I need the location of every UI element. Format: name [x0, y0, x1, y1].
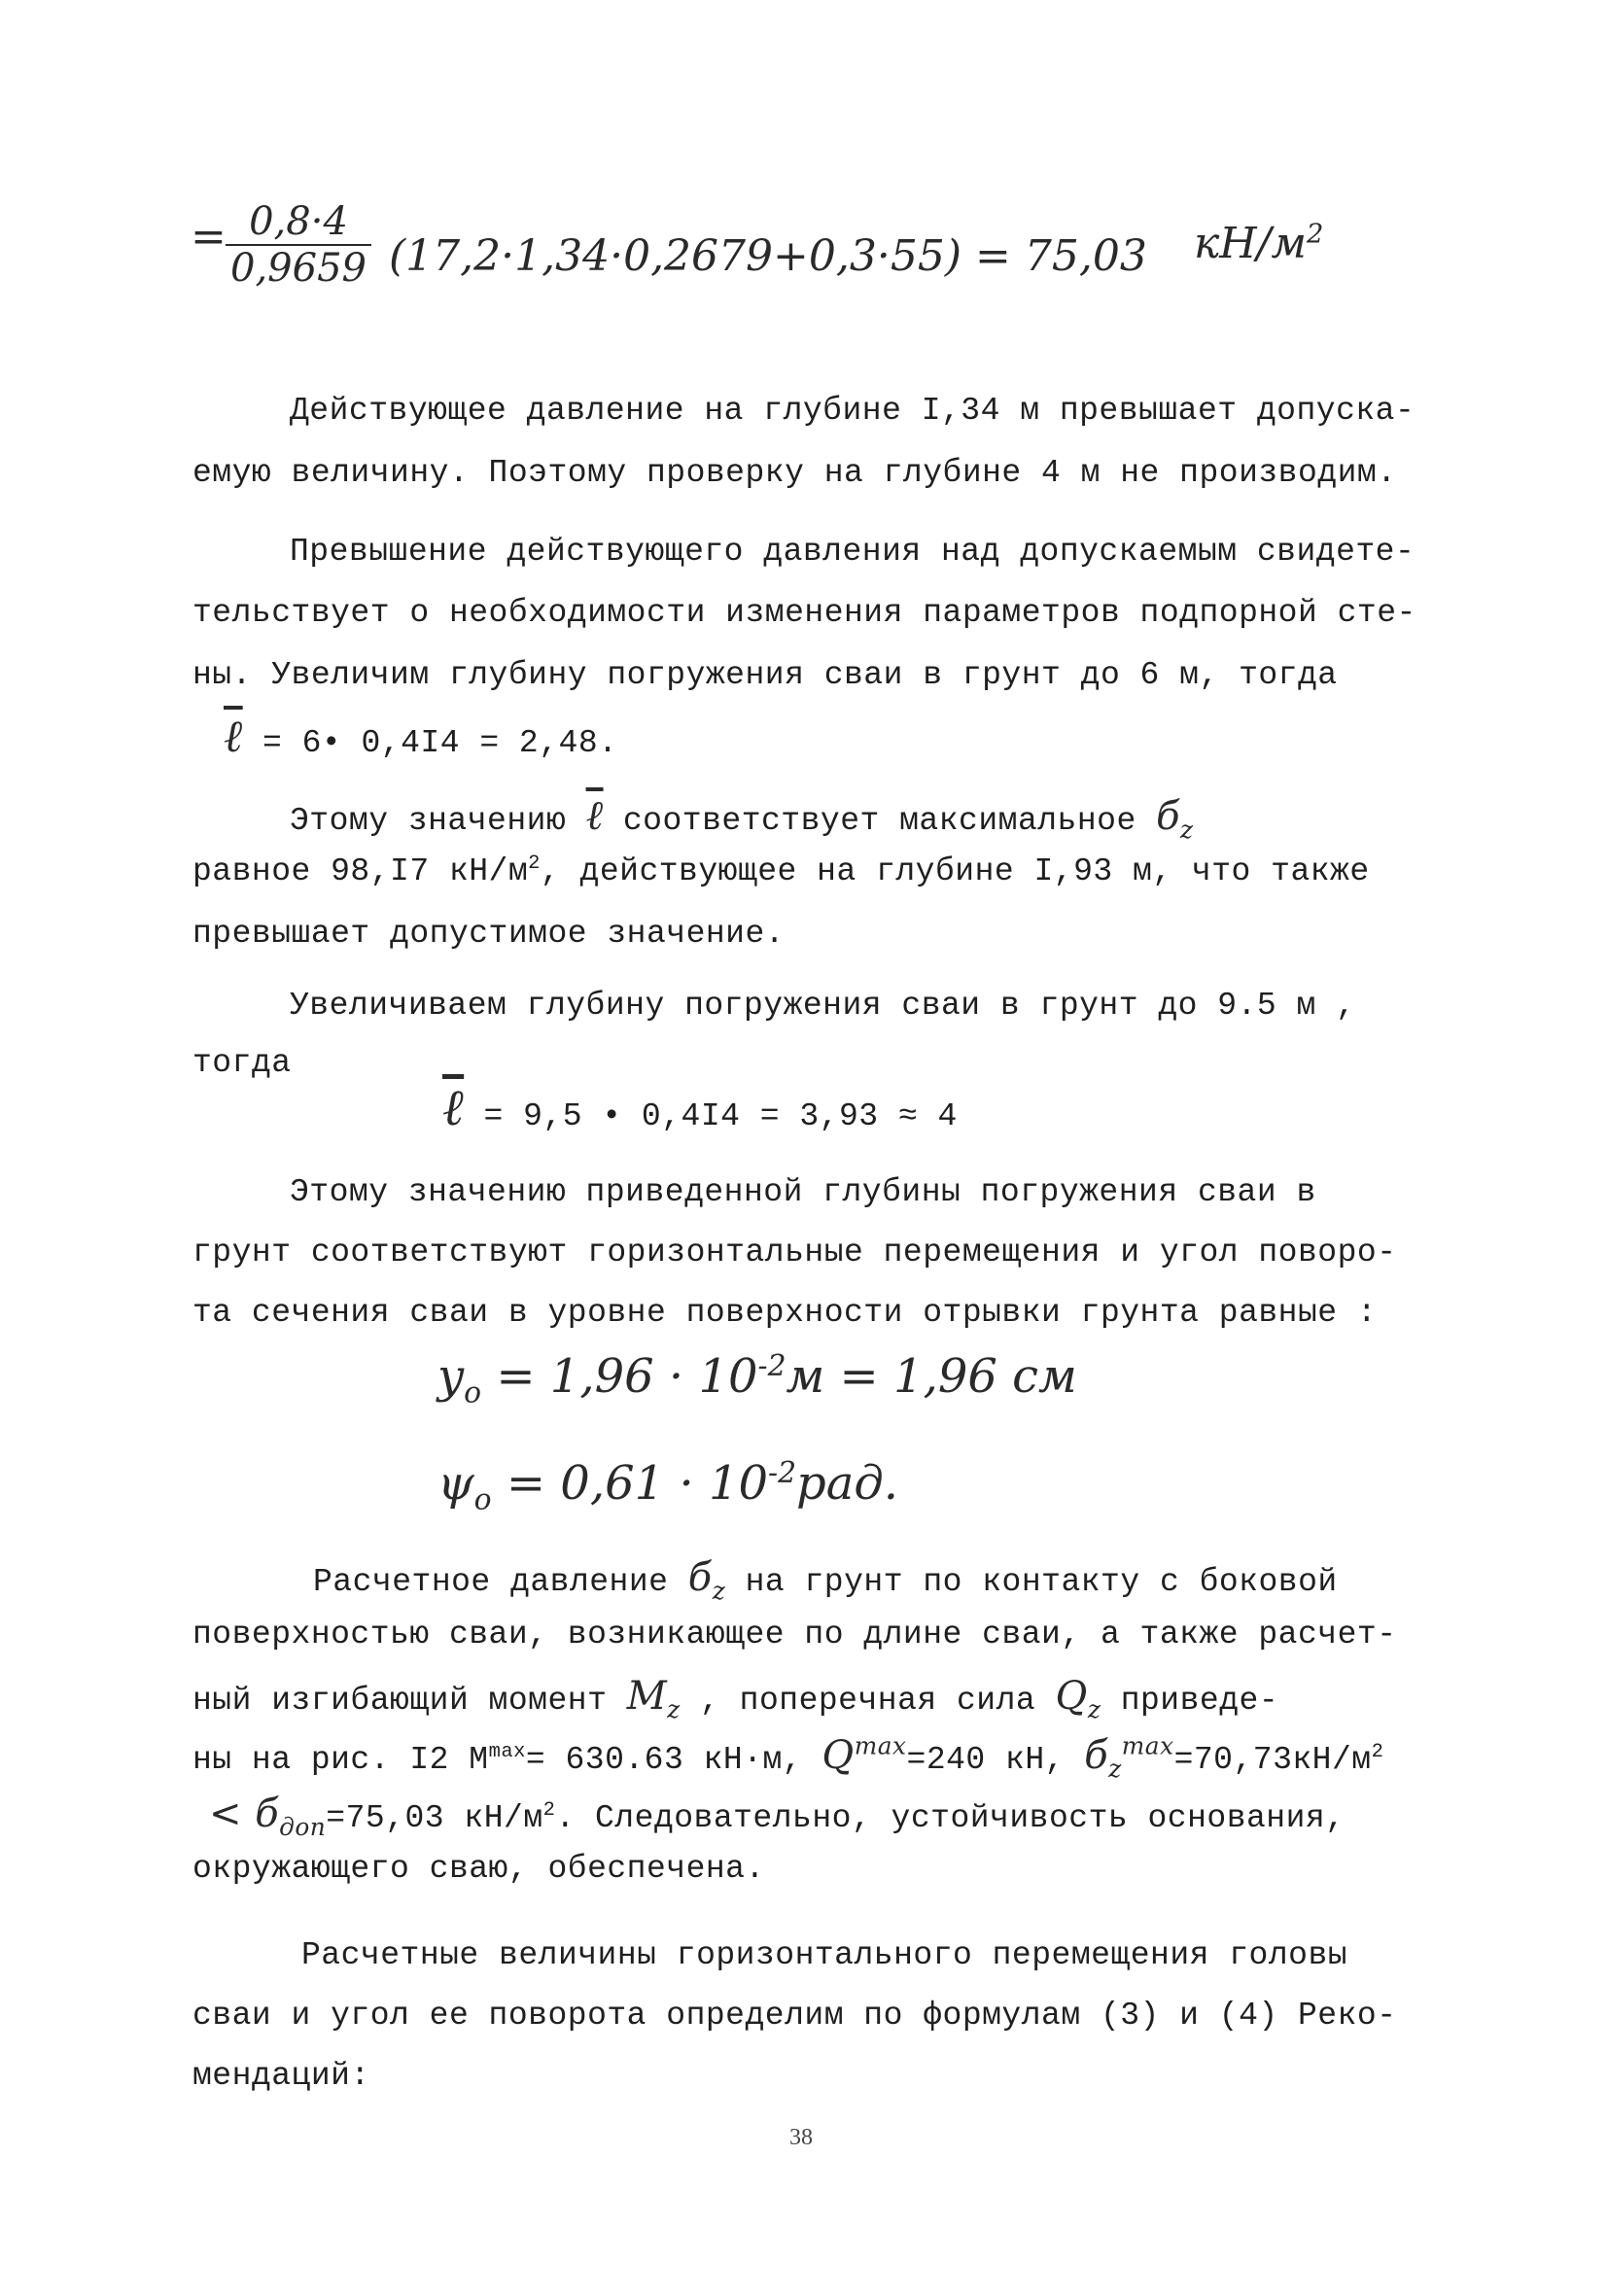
text-line: ный изгибающий момент $M_z$ , поперечная сила $Q_z$ приведе-	[192, 1674, 1279, 1723]
text-line: ны на рис. I2 $M^{max}= 630.63$ кН·м, $Q^{max}=240$ кН, $б_z^{max}=70,73кН/м^2$	[192, 1731, 1384, 1783]
text-line: та сечения сваи в уровне поверхности отрывки грунта равные :	[192, 1295, 1378, 1331]
text-line: ℓ = 9,5 • 0,4I4 = 3,93 ≈ 4	[442, 1079, 958, 1137]
formula-unit: $кН/м^2$	[1194, 219, 1324, 268]
text-line: емую величину. Поэтому проверку на глубине 4 м не производим.	[192, 455, 1397, 491]
text-line: превышает допустимое значение.	[192, 916, 786, 952]
text-line: Расчетное давление $б_z$ на грунт по контакту с боковой	[313, 1555, 1338, 1605]
text-line: Этому значению приведенной глубины погружения сваи в	[290, 1174, 1316, 1210]
text-line: Превышение действующего давления над допускаемым свидете-	[290, 534, 1416, 570]
text-line: тогда	[192, 1045, 292, 1081]
formula-fraction	[226, 199, 371, 291]
sigma-z-symbol: $б_z$	[1156, 794, 1194, 844]
formula-pressure: =	[191, 212, 227, 261]
l-bar-symbol: ℓ	[224, 710, 243, 762]
formula-displacement: $y_o = 1,96 \cdot 10^{-2}м = 1,96$ см	[437, 1349, 1077, 1410]
formula-rotation: $\psi_o = 0,61 \cdot 10^{-2}рад$.	[437, 1456, 899, 1517]
text-line: Этому значению ℓ соответствует максимальное $б_z$	[290, 791, 1194, 844]
page-number: 38	[789, 2125, 813, 2150]
l-bar-symbol: ℓ	[442, 1079, 465, 1137]
text-line: ны. Увеличим глубину погружения сваи в грунт до 6 м, тогда	[192, 657, 1338, 693]
text-line: Увеличиваем глубину погружения сваи в грунт до 9.5 м ,	[290, 988, 1356, 1024]
text-line: равное 98,I7 $кН/м^2$, действующее на глубине I,93 м, что также	[192, 852, 1370, 889]
text-line: тельствует о необходимости изменения параметров подпорной сте-	[192, 595, 1416, 631]
text-line: Расчетные величины горизонтального перемещения головы	[301, 1937, 1348, 1973]
sigma-z-symbol: $б_z$	[687, 1555, 726, 1605]
text-line: ℓ = 6• 0,4I4 = 2,48.	[224, 710, 618, 762]
text-line: грунт соответствуют горизонтальные перемещения и угол поворо-	[192, 1235, 1397, 1270]
formula-denominator: 0,9659	[226, 244, 371, 291]
formula-numerator: 0,8·4	[249, 199, 348, 244]
shear-symbol: $Q_z$	[1055, 1674, 1101, 1723]
text-line: Действующее давление на глубине I,34 м превышает допуска-	[290, 393, 1416, 429]
text-line: < $б_{доп}=75,03$ $кН/м^2$. Следовательно, устойчивость основания,	[209, 1792, 1346, 1841]
l-bar-symbol: ℓ	[585, 791, 604, 839]
formula-rest: (17,2·1,34·0,2679+0,3·55) = 75,03	[389, 231, 1147, 281]
text-line: поверхностью сваи, возникающее по длине сваи, а также расчет-	[192, 1617, 1397, 1652]
text-line: мендаций:	[192, 2058, 370, 2094]
text-line: сваи и угол ее поворота определим по формулам (3) и (4) Реко-	[192, 1998, 1397, 2034]
moment-symbol: $M_z$	[626, 1674, 681, 1723]
text-line: окружающего сваю, обеспечена.	[192, 1851, 765, 1887]
